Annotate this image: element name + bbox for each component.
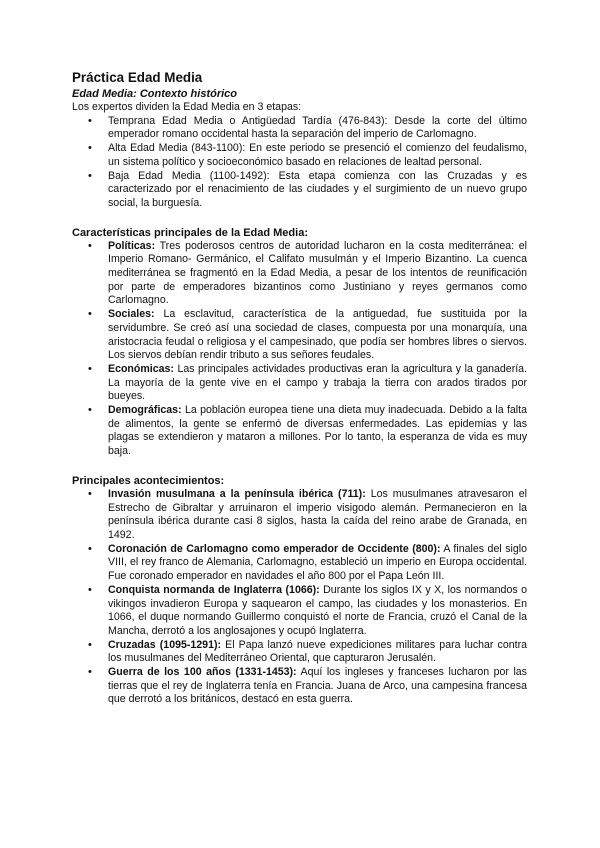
list-item bbox=[72, 363, 527, 404]
list-item bbox=[72, 543, 527, 584]
acontecimientos-heading: Principales acontecimientos: bbox=[72, 474, 225, 487]
item-text: Los musulmanes atravesaron el Estrecho de Gibraltar y arruinaron el imperio visigodo alemán. Permanecieron en la península ibérica durante casi 8 siglos, hasta la caída del reino arabe de Granada, en 1492. bbox=[108, 487, 527, 541]
item-label: Económicas: bbox=[108, 362, 174, 375]
list-item: • Temprana Edad Media o Antigüedad Tardía (476-843): Desde la corte del último emperador romano occidental hasta la separación del imperio de Carlomagno. bbox=[72, 115, 527, 142]
item-label: Conquista normanda de Inglaterra (1066): bbox=[108, 583, 320, 596]
list-item bbox=[72, 584, 527, 639]
item-label: Cruzadas (1095-1291): bbox=[108, 638, 222, 651]
etapas-list bbox=[72, 115, 527, 211]
caracteristicas-list bbox=[72, 240, 527, 459]
caracteristicas-heading: Características principales de la Edad Media: bbox=[72, 226, 308, 239]
section-subtitle: Edad Media: Contexto histórico bbox=[72, 88, 238, 100]
list-item bbox=[72, 404, 527, 459]
list-item: • Alta Edad Media (843-1100): En este periodo se presenció el comienzo del feudalismo, un sistema político y socioeconómico basado en relaciones de lealtad personal. bbox=[72, 142, 527, 169]
item-label: Invasión musulmana a la península ibérica (711): bbox=[108, 487, 366, 500]
list-item bbox=[72, 639, 527, 666]
item-text: La población europea tiene una dieta muy inadecuada. Debido a la falta de alimentos, la gente se enfermó de diversas enfermedades. Las epidemias y las plagas se extendieron y mataron a millones. Por lo tanto, la esperanza de vida es muy baja. bbox=[108, 404, 527, 458]
page-title: Práctica Edad Media bbox=[72, 70, 203, 85]
list-item bbox=[72, 240, 527, 309]
item-text: Durante los siglos IX y X, los normandos o vikingos invadieron Europa y saquearon el campo, las ciudades y los monasterios. En 1066, el duque normando Guillermo conquistó el norte de Francia, cruzó el Canal de la Mancha, derrotó a los anglosajones y ocupó Inglaterra. bbox=[108, 583, 527, 637]
item-label: Sociales: bbox=[108, 308, 155, 321]
item-label: Demográficas: bbox=[108, 404, 182, 417]
item-label: Políticas: bbox=[108, 239, 156, 252]
item-text: Tres poderosos centros de autoridad lucharon en la costa mediterránea: el Imperio Romano- Germánico, el Califato musulmán y el Imperio Bizantino. La cuenca mediterránea se fragmentó en la Edad Media, a pesar de los intentos de reunificación por parte de emperadores bizantinos como Justiniano y reyes germanos como Carlomagno. bbox=[108, 239, 527, 307]
acontecimientos-list bbox=[72, 488, 527, 707]
list-item bbox=[72, 666, 527, 707]
item-label: Guerra de los 100 años (1331-1453): bbox=[108, 666, 297, 679]
item-text: El Papa lanzó nueve expediciones militares para luchar contra los musulmanes del Mediterráneo Oriental, que capturaron Jerusalén. bbox=[108, 638, 527, 665]
list-item: • Baja Edad Media (1100-1492): Esta etapa comienza con las Cruzadas y es caracterizado por el renacimiento de las ciudades y el surgimiento de un nuevo grupo social, la burguesía. bbox=[72, 170, 527, 211]
intro-text: Los expertos dividen la Edad Media en 3 etapas: bbox=[72, 101, 302, 113]
item-label: Coronación de Carlomagno como emperador de Occidente (800): bbox=[108, 542, 441, 555]
document-content bbox=[72, 70, 527, 707]
list-item bbox=[72, 308, 527, 363]
item-text: La esclavitud, característica de la antiguedad, fue sustituida por la servidumbre. Se creó así una sociedad de clases, compuesta por una monarquía, una aristocracia feudal o religiosa y el campesinado, que podía ser hombres libres o siervos. Los siervos debían rendir tributo a sus señores feudales. bbox=[108, 308, 527, 362]
item-text: Aquí los ingleses y franceses lucharon por las tierras que el rey de Inglaterra tenía en Francia. Juana de Arco, una campesina francesa que derrotó a los británicos, destacó en esta guerra. bbox=[108, 666, 527, 706]
list-item bbox=[72, 488, 527, 543]
item-text: Las principales actividades productivas eran la agricultura y la ganadería. La mayoría de la gente vive en el campo y trabaja la tierra con arados tirados por bueyes. bbox=[108, 362, 527, 403]
item-text: A finales del siglo VIII, el rey franco de Alemania, Carlomagno, estableció un imperio en Europa occidental. Fue coronado emperador en navidades el año 800 por el Papa León III. bbox=[108, 542, 527, 583]
